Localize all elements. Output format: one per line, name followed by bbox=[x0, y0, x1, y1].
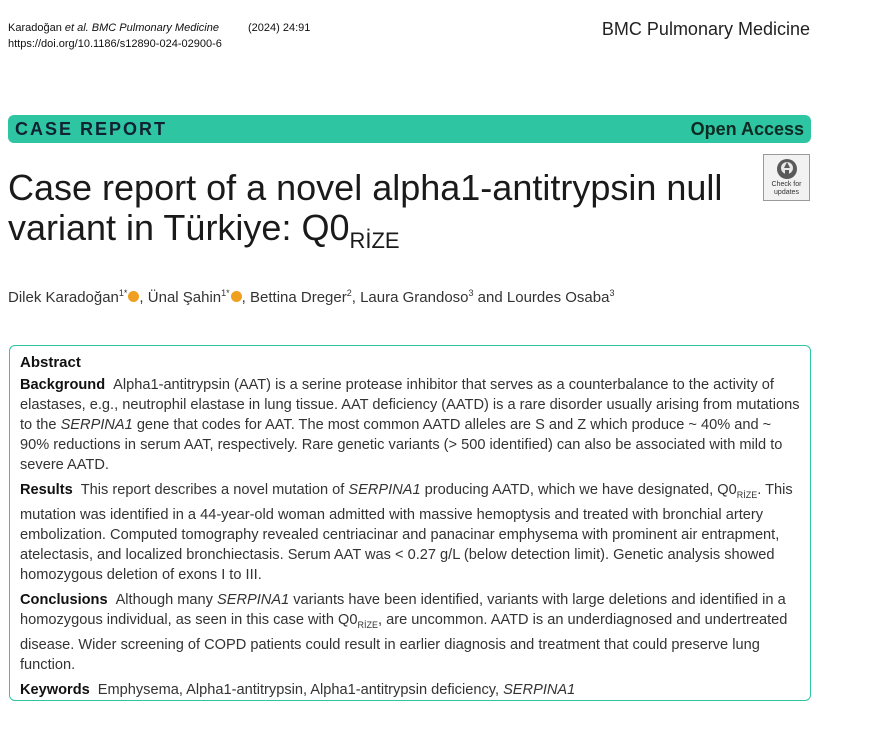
citation-year: (2024) 24:91 bbox=[248, 22, 311, 34]
gene-name: SERPINA1 bbox=[348, 482, 421, 498]
background-heading: Background bbox=[20, 377, 106, 393]
title-subscript: RİZE bbox=[349, 228, 400, 253]
abstract-conclusions bbox=[20, 590, 800, 675]
conclusions-text: Although many bbox=[115, 591, 217, 608]
results-text: This report describes a novel mutation of bbox=[80, 482, 349, 498]
title-main: Case report of a novel alpha1-antitrypsin null variant in Türkiye: Q0 bbox=[8, 167, 723, 248]
results-heading: Results bbox=[20, 482, 73, 498]
check-for-updates-icon bbox=[776, 158, 798, 180]
author-name[interactable]: Dilek Karadoğan bbox=[8, 289, 119, 306]
gene-name: SERPINA1 bbox=[60, 417, 133, 433]
gene-name: SERPINA1 bbox=[503, 681, 576, 698]
author-list: Dilek Karadoğan$^{1*}$ , Ünal Şahin$^{1*}$ , Bettina Dreger$^2$, Laura Grandoso$^3$ and Lourdes Osaba$^3$ bbox=[8, 288, 615, 306]
doi-link[interactable]: https://doi.org/10.1186/s12890-024-02900-6 bbox=[8, 38, 222, 50]
citation-block bbox=[8, 20, 310, 52]
citation-authors: Karadoğan bbox=[8, 22, 62, 34]
variant-subscript: RİZE bbox=[736, 489, 758, 500]
abstract-heading: Abstract bbox=[20, 354, 81, 371]
open-access-label: Open Access bbox=[690, 118, 804, 139]
variant-subscript: RİZE bbox=[357, 619, 378, 630]
conclusions-heading: Conclusions bbox=[20, 591, 108, 608]
author-affiliation: 1* bbox=[221, 288, 230, 298]
journal-name: BMC Pulmonary Medicine bbox=[601, 19, 810, 39]
author-affiliation: 3 bbox=[609, 288, 615, 298]
conclusions-text: variants have been identified, variants with large deletions and identified in a homozygous individual, as seen in this case with Q0 bbox=[20, 591, 786, 628]
keywords-text: Emphysema, Alpha1-antitrypsin, Alpha1-antitrypsin deficiency, bbox=[97, 681, 504, 698]
abstract-box bbox=[9, 345, 811, 701]
check-for-updates-label: Check for updates bbox=[771, 181, 802, 196]
author-name[interactable]: Laura Grandoso bbox=[360, 289, 469, 306]
abstract-keywords bbox=[20, 680, 800, 700]
author-name[interactable]: Bettina Dreger bbox=[250, 289, 347, 306]
orcid-icon[interactable] bbox=[231, 291, 242, 302]
results-text: producing AATD, which we have designated, Q0 bbox=[420, 482, 737, 498]
results-text: . This mutation was identified in a 44-year-old woman admitted with massive hemoptysis and treated with bronchial artery embolization. Computed tomography revealed centriacinar and panacinar emphysema with prominent air entrapment, atelectasis, and localized bronchiectasis. Serum AAT was < 0.27 g/L (below detection limit). Genetic analysis showed homozygous deletion of exons I to III. bbox=[20, 482, 793, 583]
conclusions-text: , are uncommon. AATD is an underdiagnosed and undertreated disease. Wider screening of COPD patients could result in earlier diagnosis and treatment that could preserve lung function. bbox=[20, 611, 788, 673]
author-name[interactable]: Ünal Şahin bbox=[147, 289, 222, 306]
citation-line bbox=[8, 20, 310, 36]
author-affiliation: 1* bbox=[118, 288, 128, 298]
keywords-heading: Keywords bbox=[20, 681, 90, 698]
gene-name: SERPINA1 bbox=[217, 591, 290, 608]
article-type: CASE REPORT bbox=[15, 118, 168, 139]
orcid-icon[interactable] bbox=[128, 291, 139, 302]
abstract-background bbox=[20, 375, 800, 475]
abstract-results bbox=[20, 480, 800, 585]
author-affiliation: 3 bbox=[468, 288, 474, 298]
background-text: gene that codes for AAT. The most common AATD alleles are S and Z which produce ~ 40% and ~ 90% reductions in serum AAT, respectively. Rare genetic variants (> 500 identified) can also be associated with mild to severe AATD. bbox=[20, 417, 783, 473]
author-name[interactable]: Lourdes Osaba bbox=[506, 289, 610, 306]
article-title bbox=[8, 167, 748, 253]
article-type-banner bbox=[8, 115, 811, 143]
background-text: Alpha1-antitrypsin (AAT) is a serine protease inhibitor that serves as a counterbalance to the activity of elastases, e.g., neutrophil elastase in lung tissue. AAT deficiency (AATD) is a rare disorder usually arising from mutations to the bbox=[20, 377, 800, 433]
author-affiliation: 2 bbox=[346, 288, 352, 298]
check-for-updates-button[interactable] bbox=[763, 154, 810, 201]
citation-journal: et al. BMC Pulmonary Medicine bbox=[64, 22, 219, 34]
